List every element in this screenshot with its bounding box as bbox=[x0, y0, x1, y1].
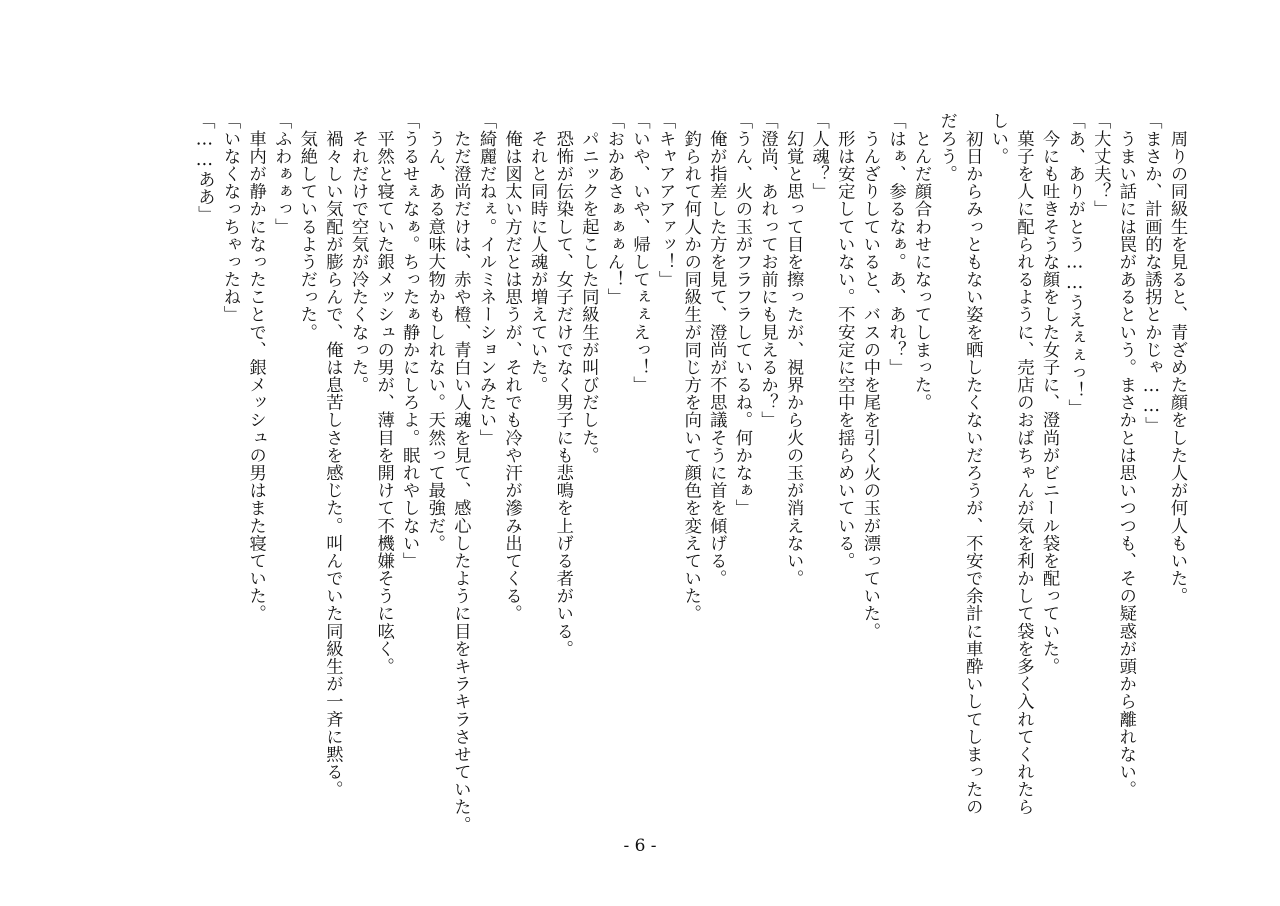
text-line-content: 「キャアアアァッ！」 bbox=[655, 112, 676, 288]
text-line bbox=[827, 0, 853, 906]
text-line-content: 幻覚と思って目を擦ったが、視界から火の玉が消えない。 bbox=[783, 112, 804, 587]
text-line-content: パニックを起こした同級生が叫びだした。 bbox=[578, 112, 599, 464]
text-line-content: 初日からみっともない姿を晒したくないだろうが、不安で余計に車酔いしてしまったの bbox=[962, 112, 983, 816]
text-line-content: 車内が静かになったことで、銀メッシュの男はまた寝ていた。 bbox=[245, 112, 266, 623]
text-line-content: 平然と寝ていた銀メッシュの男が、薄目を開けて不機嫌そうに呟く。 bbox=[373, 112, 394, 675]
text-line bbox=[1031, 0, 1060, 906]
text-line-content: それだけで空気が冷たくなった。 bbox=[348, 112, 368, 394]
text-line bbox=[1006, 0, 1032, 906]
text-line-content: しい。 bbox=[987, 112, 1008, 165]
text-line bbox=[724, 0, 750, 906]
text-line-content: 恐怖が伝染して、女子だけでなく男子にも悲鳴を上げる者がいる。 bbox=[552, 112, 573, 658]
text-line-content: 「うん、火の玉がフラフラしているね。何かなぁ」 bbox=[731, 112, 752, 517]
text-line bbox=[801, 0, 827, 906]
text-line-content: 周りの同級生を見ると、青ざめた顔をした人が何人もいた。 bbox=[1167, 112, 1187, 605]
text-line bbox=[212, 0, 241, 906]
text-line-content: とんだ顔合わせになってしまった。 bbox=[911, 112, 932, 412]
text-line bbox=[980, 0, 1006, 906]
text-line-content: うんざりしていると、バスの中を尾を引く火の玉が漂っていた。 bbox=[859, 112, 880, 640]
text-line bbox=[264, 0, 290, 906]
text-line bbox=[187, 0, 213, 906]
text-line-content: 「はぁ、参るなぁ。あ、あれ？」 bbox=[885, 112, 906, 376]
text-line bbox=[878, 0, 904, 906]
text-line-content: 「大丈夫？」 bbox=[1090, 112, 1111, 218]
text-line-content: 「あ、ありがとう……うえぇぇっ！」 bbox=[1064, 112, 1085, 417]
text-line bbox=[289, 0, 315, 906]
text-line-content: それと同時に人魂が増えていた。 bbox=[527, 112, 548, 394]
text-line bbox=[1083, 0, 1109, 906]
text-line-content: うまい話には罠があるという。まさかとは思いつつも、その疑惑が頭から離れない。 bbox=[1115, 112, 1136, 799]
text-line bbox=[673, 0, 699, 906]
text-line bbox=[955, 0, 981, 906]
text-line-content: ただ澄尚だけは、赤や橙、青白い人魂を見て、感心したように目をキラキラさせていた。 bbox=[450, 112, 471, 834]
text-line-content: 今にも吐きそうな顔をした女子に、澄尚がビニール袋を配っていた。 bbox=[1039, 112, 1060, 675]
text-line bbox=[443, 0, 469, 906]
text-line bbox=[468, 0, 494, 906]
text-line bbox=[1057, 0, 1083, 906]
vertical-text-body bbox=[95, 0, 1185, 906]
text-line bbox=[238, 0, 264, 906]
text-line bbox=[417, 0, 443, 906]
text-line bbox=[596, 0, 622, 906]
text-line bbox=[750, 0, 776, 906]
text-line bbox=[622, 0, 648, 906]
text-line-content: 気絶しているようだった。 bbox=[296, 112, 317, 341]
text-line-content: 俺が指差した方を見て、澄尚が不思議そうに首を傾げる。 bbox=[706, 112, 727, 587]
text-line-content: 「まさか、計画的な誘拐とかじゃ……」 bbox=[1141, 112, 1162, 435]
text-line bbox=[494, 0, 520, 906]
text-line-content: 「澄尚、あれってお前にも見えるか？」 bbox=[757, 112, 778, 429]
page-number: - 6 - bbox=[623, 836, 657, 856]
text-line-content: 「綺麗だねぇ。イルミネーションみたい」 bbox=[475, 112, 496, 447]
text-line-content: 「人魂？」 bbox=[808, 112, 829, 200]
text-line-content: 「おかあさぁぁぁん！」 bbox=[603, 112, 624, 306]
text-line-content: 「いなくなっちゃったね」 bbox=[220, 112, 241, 324]
text-line-content: 形は安定していない。不安定に空中を揺らめいている。 bbox=[834, 112, 855, 570]
text-line bbox=[903, 0, 932, 906]
text-line-content: 俺は図太い方だとは思うが、それでも冷や汗が滲み出てくる。 bbox=[501, 112, 522, 623]
text-line-content: だろう。 bbox=[936, 112, 957, 183]
text-line-content: 「ふわぁぁっ」 bbox=[271, 112, 292, 236]
text-line bbox=[929, 0, 955, 906]
text-line-content: 「うるせぇなぁ。ちったぁ静かにしろよ。眠れやしない」 bbox=[399, 112, 420, 570]
text-line-content: 禍々しい気配が膨らんで、俺は息苦しさを感じた。叫んでいた同級生が一斉に黙る。 bbox=[322, 112, 343, 799]
text-line bbox=[776, 0, 802, 906]
text-line bbox=[545, 0, 571, 906]
text-line-content: 釣られて何人かの同級生が同じ方を向いて顔色を変えていた。 bbox=[680, 112, 701, 623]
text-line bbox=[1159, 0, 1185, 906]
text-line-content: 「……ああ」 bbox=[194, 112, 215, 223]
text-line-content: 「いや、いや、帰してぇぇえっ！」 bbox=[629, 112, 650, 394]
text-line-content: 菓子を人に配られるように、売店のおばちゃんが気を利かして袋を多く入れてくれたら bbox=[1013, 112, 1034, 816]
text-line bbox=[1108, 0, 1134, 906]
text-line bbox=[852, 0, 878, 906]
text-line bbox=[340, 0, 366, 906]
text-line bbox=[392, 0, 418, 906]
text-line bbox=[648, 0, 674, 906]
text-line-content: うん、ある意味大物かもしれない。天然って最強だ。 bbox=[424, 112, 445, 552]
text-line bbox=[315, 0, 341, 906]
text-line bbox=[520, 0, 546, 906]
text-line bbox=[699, 0, 725, 906]
text-line bbox=[571, 0, 597, 906]
text-line bbox=[366, 0, 392, 906]
text-line bbox=[1134, 0, 1160, 906]
